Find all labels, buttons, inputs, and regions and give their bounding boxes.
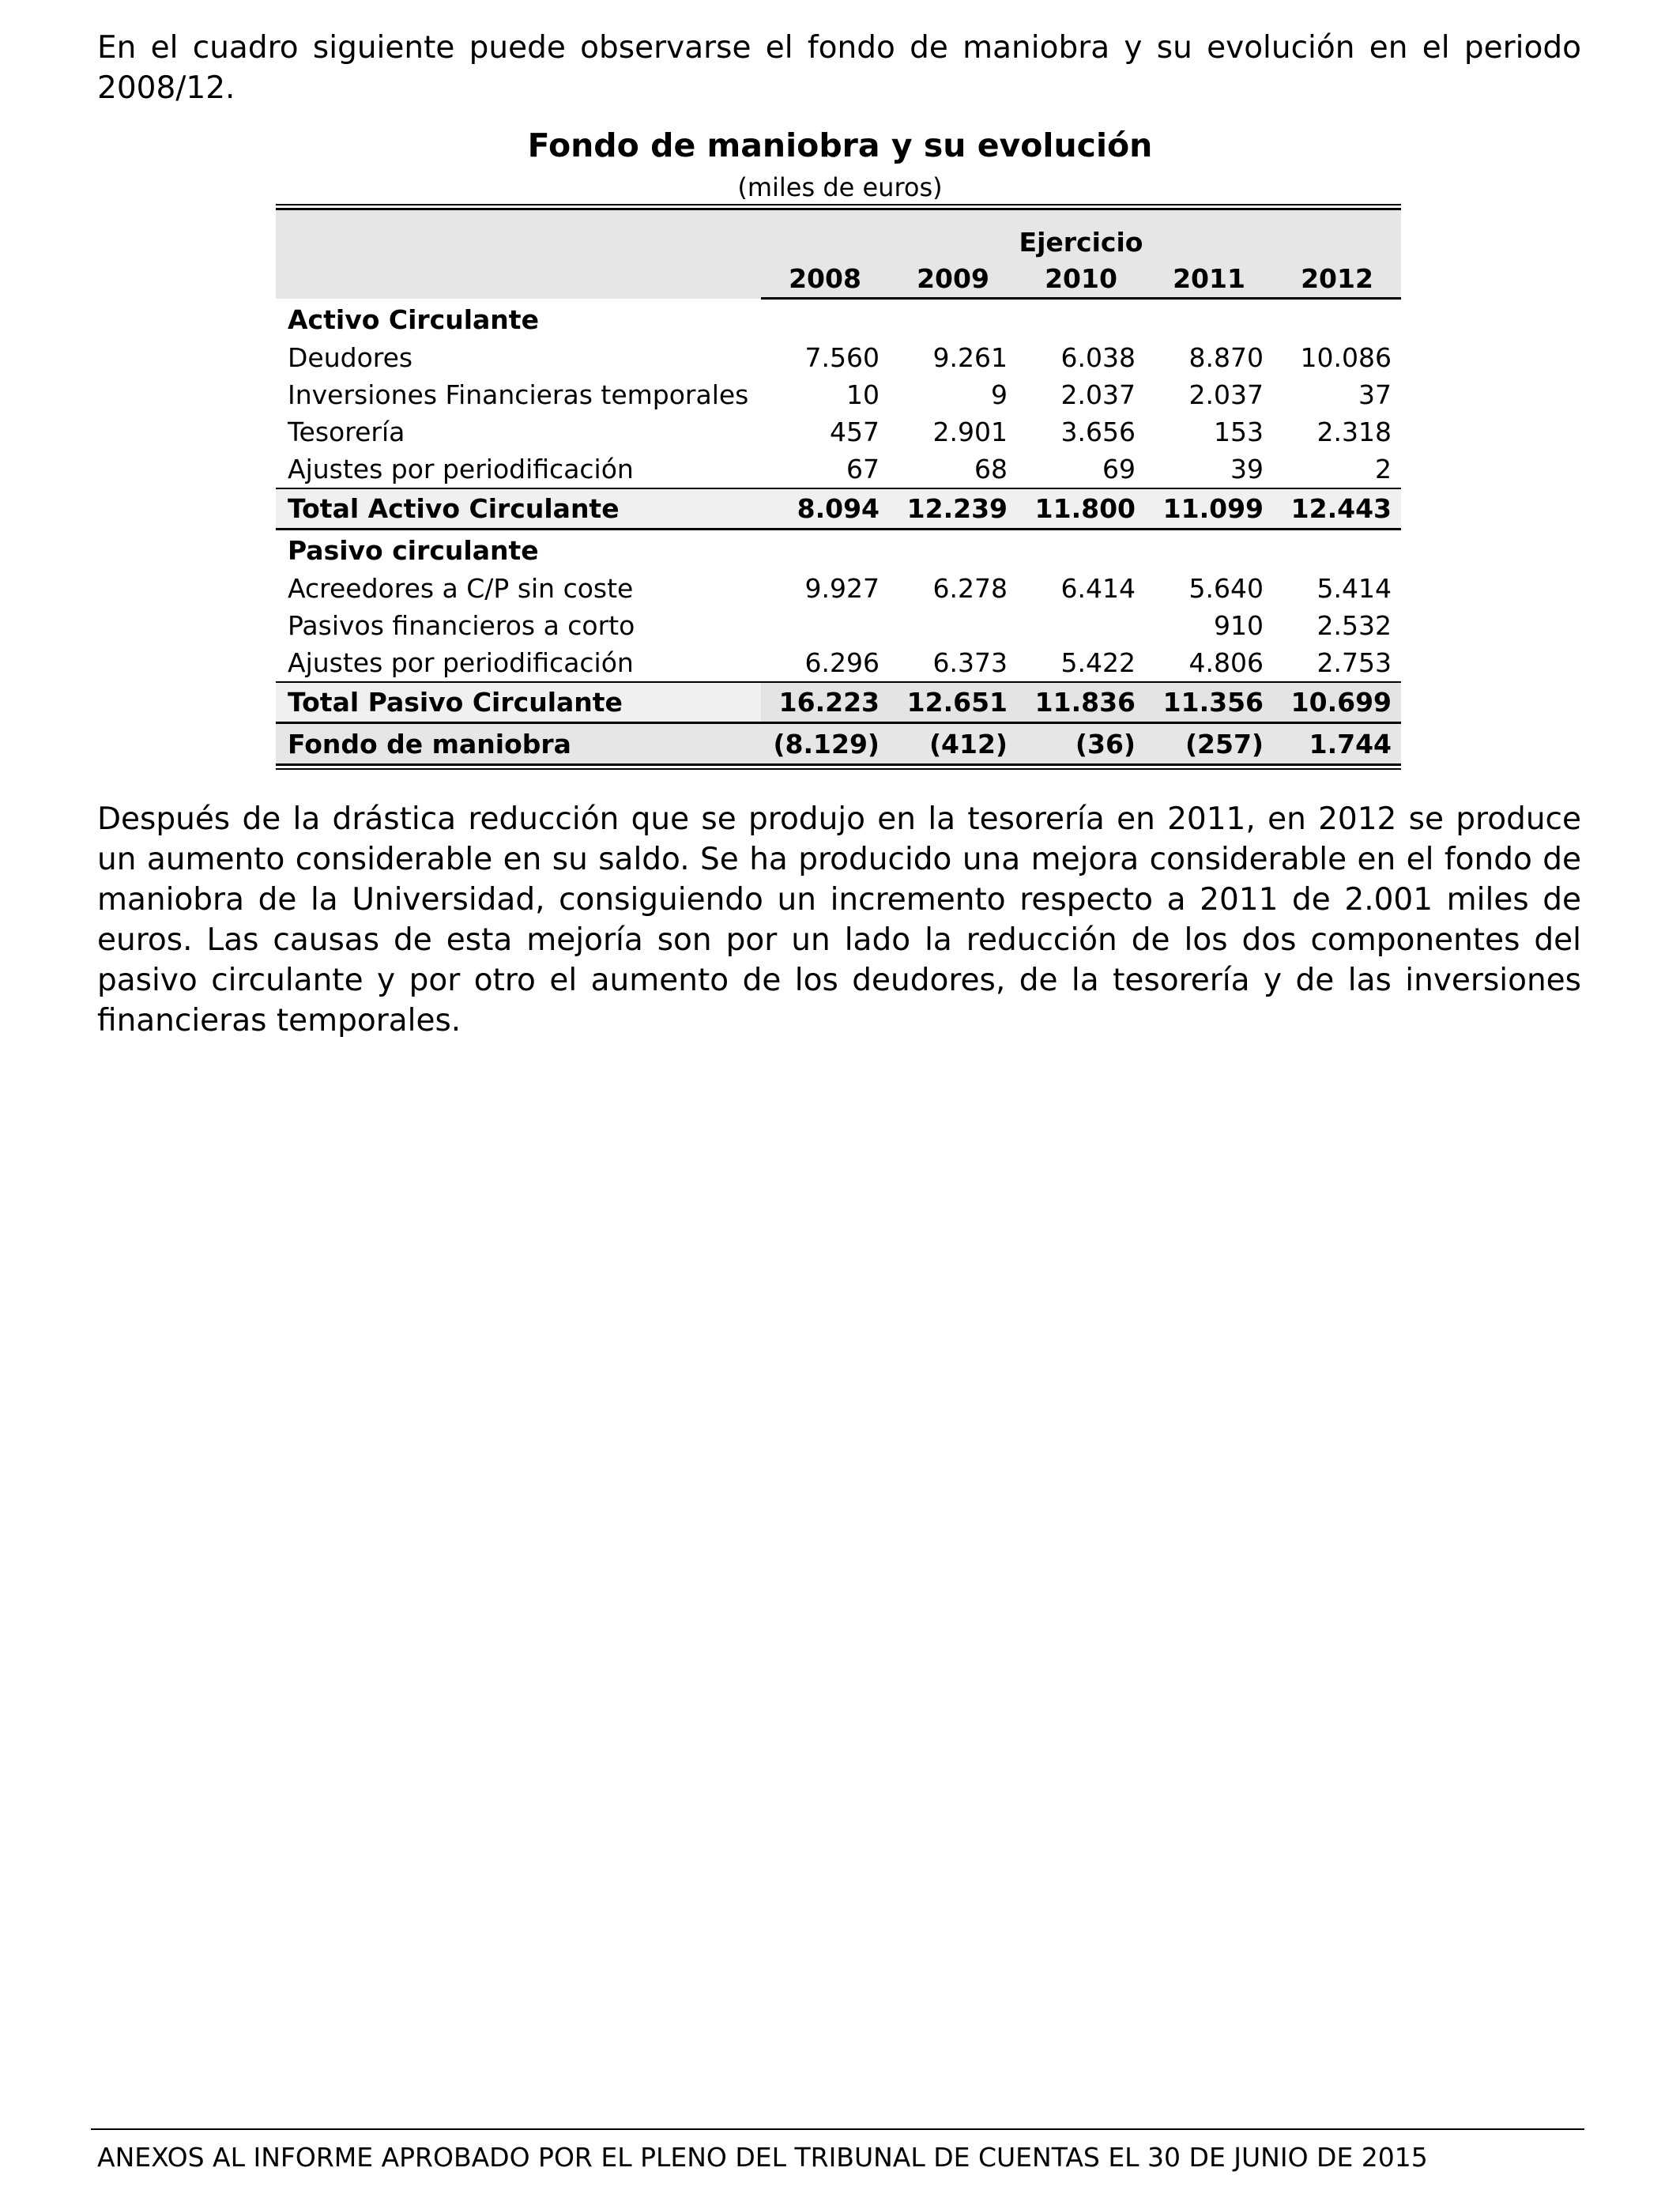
year-header: 2009: [889, 259, 1017, 299]
ejercicio-header: Ejercicio: [761, 210, 1401, 259]
section-heading-pasivo: Pasivo circulante: [288, 534, 539, 566]
table-row: Ajustes por periodificación 6.296 6.373 5.422 4.806 2.753: [288, 647, 1392, 678]
year-header: 2010: [1017, 259, 1145, 299]
header-row-years: [276, 259, 1401, 299]
table-row: Acreedores a C/P sin coste 9.927 6.278 6.414 5.640 5.414: [288, 573, 1392, 604]
page-footer: ANEXOS AL INFORME APROBADO POR EL PLENO DEL TRIBUNAL DE CUENTAS EL 30 DE JUNIO DE 2015: [97, 2142, 1428, 2173]
total-activo-row: Total Activo Circulante 8.094 12.239 11.800 11.099 12.443: [276, 488, 1401, 530]
table-row: Inversiones Financieras temporales 10 9 2.037 2.037 37: [288, 379, 1392, 410]
table-row: Deudores 7.560 9.261 6.038 8.870 10.086: [288, 342, 1392, 373]
table-row: Tesorería 457 2.901 3.656 153 2.318: [288, 417, 1392, 447]
fondo-maniobra-row: Fondo de maniobra (8.129) (412) (36) (257) 1.744: [276, 723, 1401, 764]
section-heading-activo: Activo Circulante: [288, 303, 539, 335]
table-bottom-rule-double: [276, 768, 1401, 770]
header-row-group: [276, 210, 1401, 259]
analysis-paragraph: Después de la drástica reducción que se produjo en la tesorería en 2011, en 2012 se produce un aumento considerable en su saldo. Se ha producido una mejora considerable en el fondo de maniobra de la Universidad, consiguiendo un incremento respecto a 2011 de 2.001 miles de euros. Las causas de esta mejoría son por un lado la reducción de los dos componentes del pasivo circulante y por otro el aumento de los deudores, de la tesorería y de las inversiones financieras temporales.: [97, 801, 1581, 1039]
table-row: Pasivos financieros a corto 910 2.532: [288, 610, 1392, 641]
year-header: 2008: [761, 259, 889, 299]
table-row: Ajustes por periodificación 67 68 69 39 2: [288, 454, 1392, 484]
year-header: 2011: [1145, 259, 1273, 299]
footer-rule: [91, 2128, 1584, 2130]
year-header: 2012: [1273, 259, 1401, 299]
table-subtitle: (miles de euros): [737, 172, 943, 202]
total-pasivo-row: Total Pasivo Circulante 16.223 12.651 11.836 11.356 10.699: [276, 682, 1401, 723]
working-capital-table: [276, 204, 1401, 770]
intro-paragraph: En el cuadro siguiente puede observarse el fondo de maniobra y su evolución en el periodo 2008/12.: [97, 30, 1581, 106]
data-table: [276, 210, 1401, 763]
table-title: Fondo de maniobra y su evolución: [527, 126, 1153, 164]
